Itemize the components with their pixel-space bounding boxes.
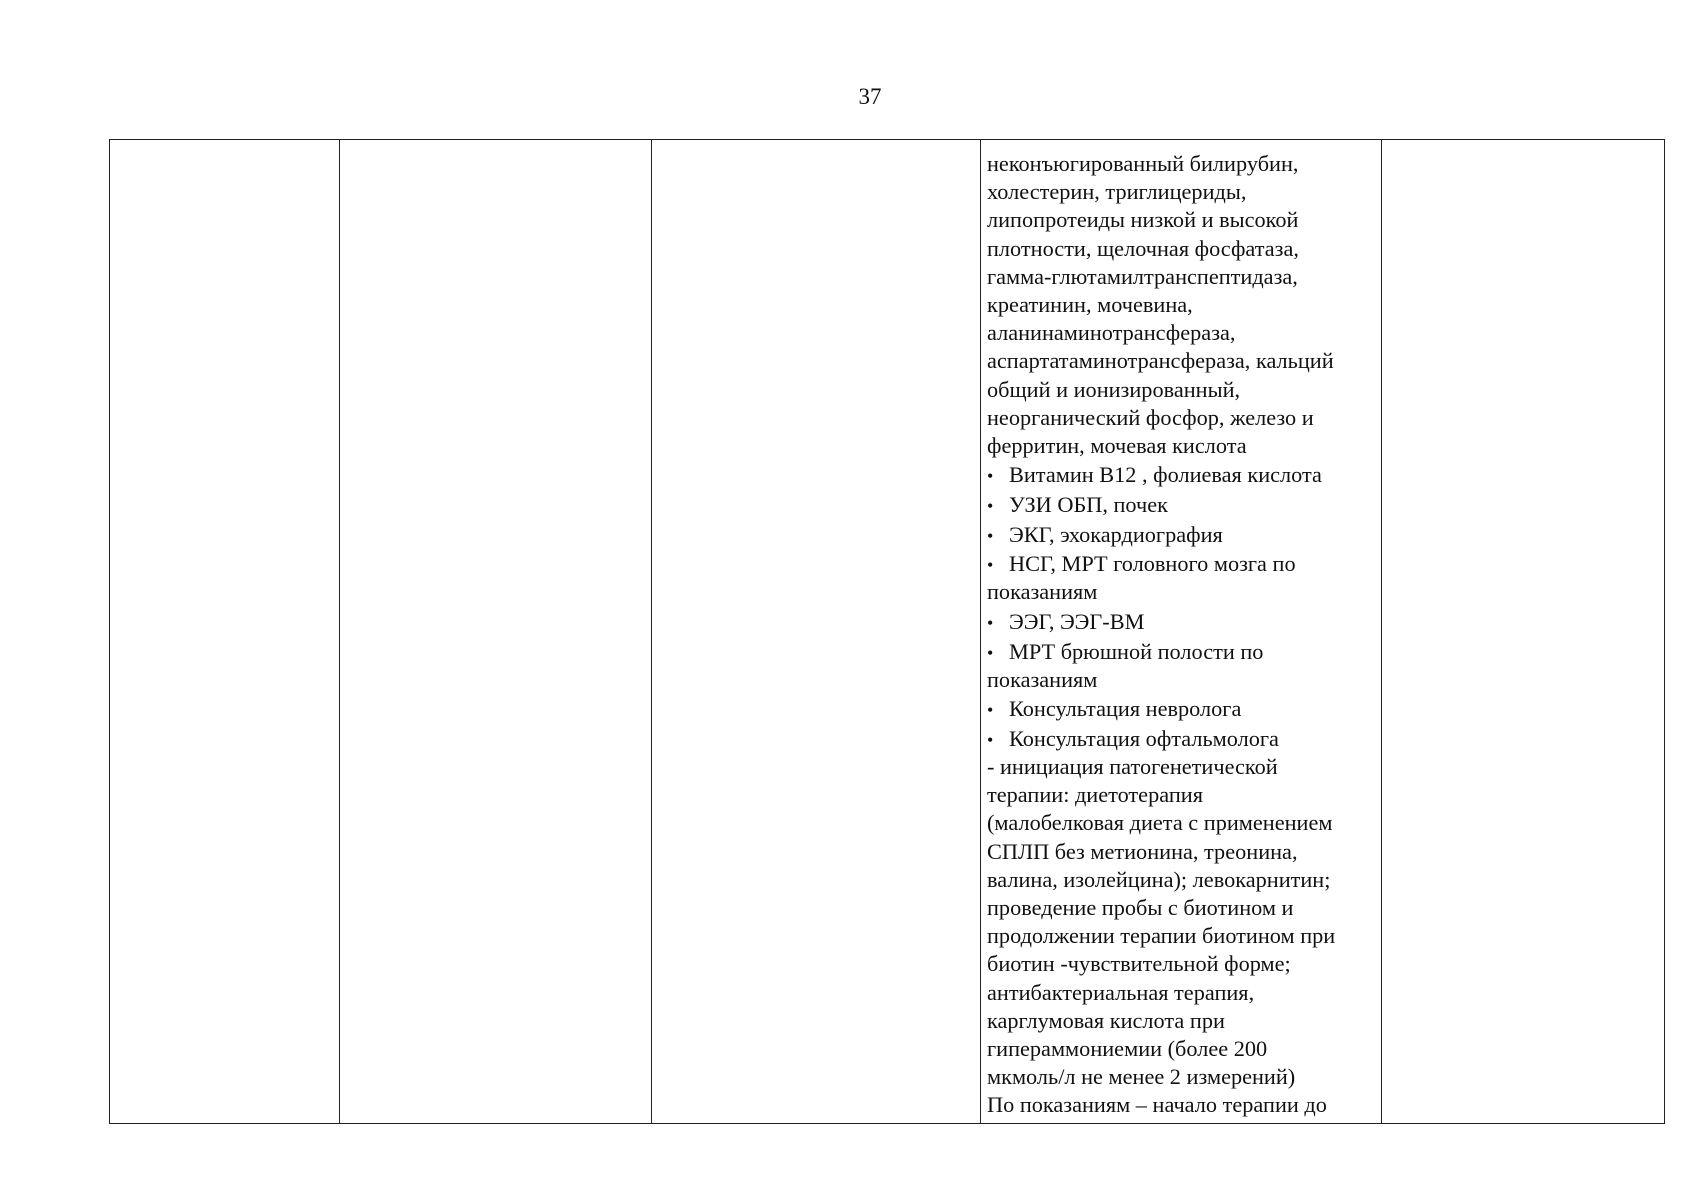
data-table (109, 139, 1665, 1124)
text-line: ферритин, мочевая кислота (987, 432, 1247, 458)
bullet-icon: • (987, 642, 994, 663)
text-line: проведение пробы с биотином и (987, 895, 1294, 920)
text-line: антибактериальная терапия, (987, 979, 1255, 1005)
bullet-item (987, 521, 1378, 549)
table-cell-col-3 (651, 140, 981, 1123)
page-number: 37 (858, 84, 882, 109)
bullet-item (987, 608, 1378, 636)
text-line: - инициация патогенетической (987, 754, 1278, 780)
bullet-item-continuation (987, 578, 1378, 606)
bullet-text: Витамин В12 , фолиевая кислота (1009, 462, 1322, 488)
bullet-text: Консультация невролога (1009, 696, 1242, 722)
text-line: По показаниям – начало терапии до (987, 1092, 1327, 1118)
bullet-text: УЗИ ОБП, почек (1009, 492, 1168, 518)
text-line: общий и ионизированный, (987, 376, 1241, 402)
bullet-text: ЭКГ, эхокардиография (1009, 521, 1223, 547)
table-cell-col-2 (339, 140, 652, 1123)
text-line: липопротеиды низкой и высокой (987, 207, 1299, 233)
text-line: плотности, щелочная фосфатаза, (987, 235, 1299, 261)
bullet-icon: • (987, 729, 994, 750)
text-line: гамма-глютамилтранспептидаза, (987, 263, 1298, 289)
text-line: терапии: диетотерапия (987, 782, 1203, 808)
text-line: валина, изолейцина); левокарнитин; (987, 866, 1331, 892)
text-line: (малобелковая диета с применением (987, 810, 1333, 836)
text-line: аланинаминотрансфераза, (987, 320, 1236, 346)
text-line: гипераммониемии (более 200 (987, 1035, 1268, 1061)
bullet-item (987, 695, 1378, 723)
bullet-text: ЭЭГ, ЭЭГ-ВМ (1009, 608, 1145, 634)
table-cell-content (987, 150, 1378, 1120)
bullet-text: НСГ, МРТ головного мозга по (1009, 551, 1296, 577)
text-line: креатинин, мочевина, (987, 291, 1193, 317)
text-line: мкмоль/л не менее 2 измерений) (987, 1064, 1296, 1090)
table-cell-col-1 (110, 140, 340, 1123)
bullet-item (987, 725, 1378, 753)
text-line: неорганический фосфор, железо и (987, 404, 1314, 430)
bullet-icon: • (987, 466, 994, 487)
text-line: аспартатаминотрансфераза, кальций (987, 348, 1334, 374)
bullet-item-continuation (987, 666, 1378, 694)
text-line: биотин -чувствительной форме; (987, 951, 1291, 977)
bullet-text: показаниям (987, 666, 1098, 692)
bullet-icon: • (987, 612, 994, 633)
bullet-text: Консультация офтальмолога (1009, 725, 1279, 751)
text-line: продолжении терапии биотином при (987, 923, 1336, 949)
bullet-item (987, 638, 1378, 666)
bullet-icon: • (987, 525, 994, 546)
table-cell-col-5 (1381, 140, 1664, 1123)
table-cell-col-4 (980, 140, 1382, 1123)
text-line: неконъюгированный билирубин, (987, 151, 1299, 176)
bullet-item (987, 491, 1378, 519)
bullet-icon: • (987, 555, 994, 576)
bullet-text: показаниям (987, 579, 1098, 605)
bullet-item (987, 550, 1378, 578)
bullet-item (987, 461, 1378, 489)
bullet-icon: • (987, 496, 994, 517)
text-line: холестерин, триглицериды, (987, 179, 1247, 205)
bullet-icon: • (987, 700, 994, 721)
text-line: карглумовая кислота при (987, 1007, 1225, 1033)
text-line: СПЛП без метионина, треонина, (987, 838, 1298, 864)
bullet-text: МРТ брюшной полости по (1009, 638, 1264, 664)
